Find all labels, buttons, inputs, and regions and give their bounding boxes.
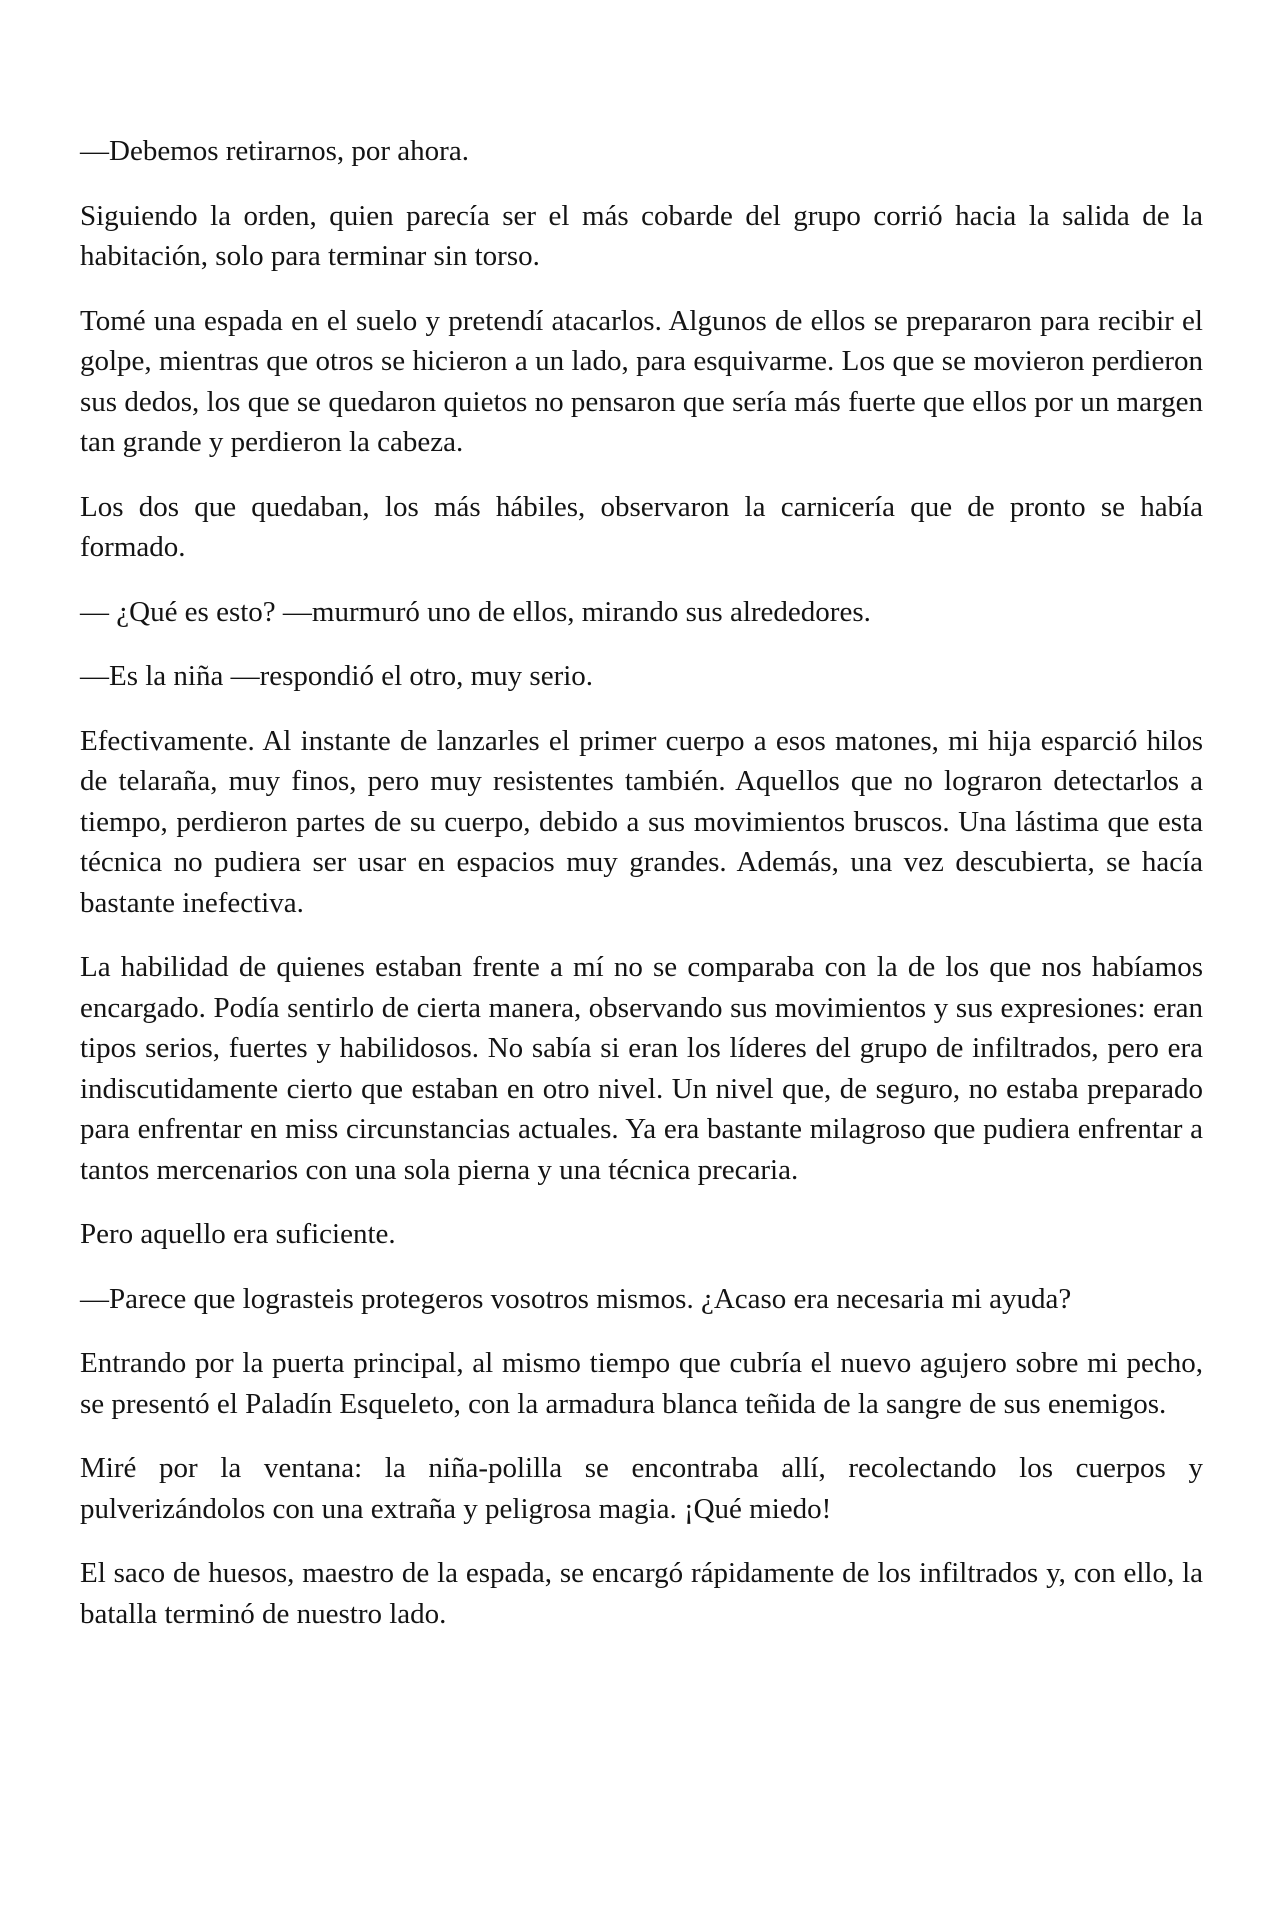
paragraph: Efectivamente. Al instante de lanzarles el primer cuerpo a esos matones, mi hija esparció hilos de telaraña, muy finos, pero muy resistentes también. Aquellos que no lograron detectarlos a tiempo, perdieron partes de su cuerpo, debido a sus movimientos bruscos. Una lástima que esta técnica no pudiera ser usar en espacios muy grandes. Además, una vez descubierta, se hacía bastante inefectiva. [80,724,1203,919]
paragraph: — ¿Qué es esto? —murmuró uno de ellos, mirando sus alrededores. [80,595,871,628]
paragraph: Entrando por la puerta principal, al mismo tiempo que cubría el nuevo agujero sobre mi pecho, se presentó el Paladín Esqueleto, con la armadura blanca teñida de la sangre de sus enemigos. [80,1347,1203,1420]
paragraph: Tomé una espada en el suelo y pretendí atacarlos. Algunos de ellos se prepararon para recibir el golpe, mientras que otros se hicieron a un lado, para esquivarme. Los que se movieron perdieron sus dedos, los que se quedaron quietos no pensaron que sería más fuerte que ellos por un margen tan grande y perdieron la cabeza. [80,304,1203,458]
paragraph: Miré por la ventana: la niña-polilla se encontraba allí, recolectando los cuerpos y pulverizándolos con una extraña y peligrosa magia. ¡Qué miedo! [80,1452,1203,1525]
document-page [80,131,1203,1658]
paragraph: —Debemos retirarnos, por ahora. [80,135,469,167]
paragraph: Siguiendo la orden, quien parecía ser el más cobarde del grupo corrió hacia la salida de la habitación, solo para terminar sin torso. [80,199,1203,272]
paragraph: Pero aquello era suficiente. [80,1218,396,1250]
paragraph: La habilidad de quienes estaban frente a mí no se comparaba con la de los que nos habíamos encargado. Podía sentirlo de cierta manera, observando sus movimientos y sus expresiones: eran tipos serios, fuertes y habilidosos. No sabía si eran los líderes del grupo de infiltrados, pero era indiscutidamente cierto que estaban en otro nivel. Un nivel que, de seguro, no estaba preparado para enfrentar en miss circunstancias actuales. Ya era bastante milagroso que pudiera enfrentar a tantos mercenarios con una sola pierna y una técnica precaria. [80,951,1203,1186]
paragraph: —Parece que lograsteis protegeros vosotros mismos. ¿Acaso era necesaria mi ayuda? [80,1282,1072,1315]
paragraph: El saco de huesos, maestro de la espada, se encargó rápidamente de los infiltrados y, con ello, la batalla terminó de nuestro lado. [80,1557,1203,1630]
paragraph: —Es la niña —respondió el otro, muy serio. [80,660,594,692]
paragraph: Los dos que quedaban, los más hábiles, observaron la carnicería que de pronto se había formado. [80,490,1203,563]
